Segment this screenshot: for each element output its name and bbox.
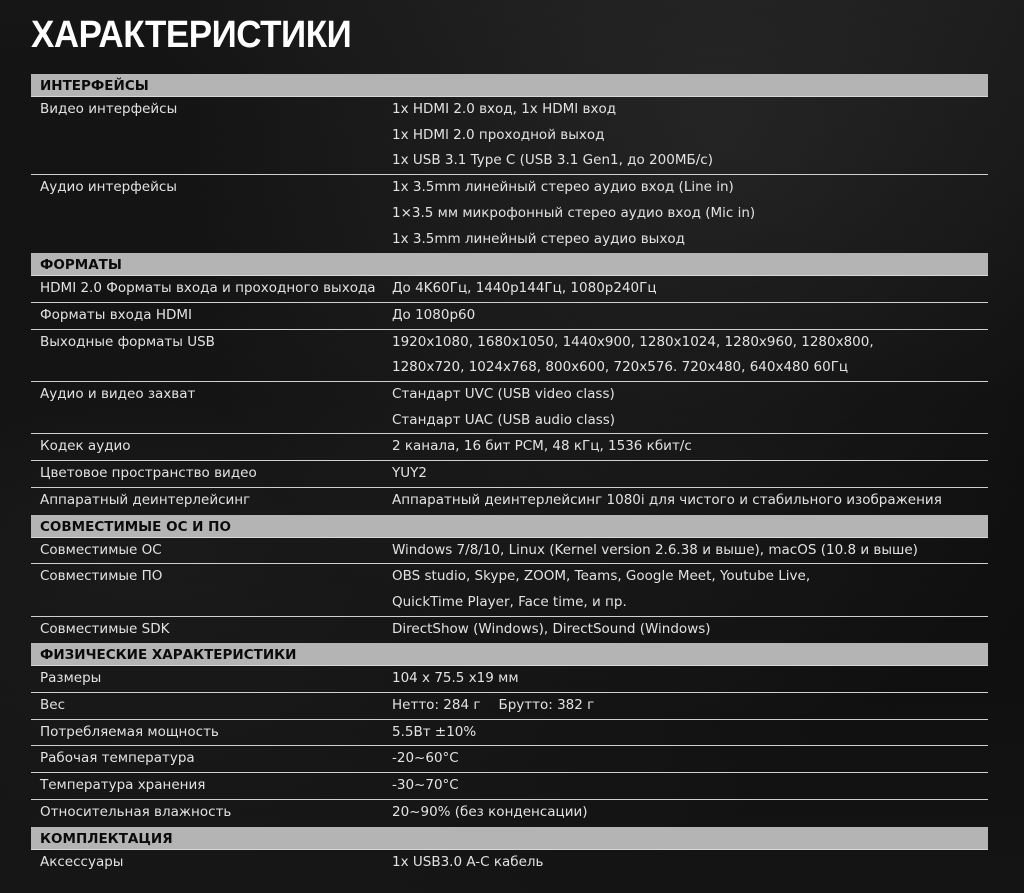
spec-row-accessories — [31, 850, 988, 876]
spec-value: 1x USB 3.1 Type C (USB 3.1 Gen1, до 200МБ/с) — [392, 152, 713, 169]
spec-value: 1280x720, 1024x768, 800x600, 720x576. 720x480, 640x480 60Гц — [392, 359, 849, 376]
spec-row-relative-humidity — [31, 800, 988, 826]
page-title: ХАРАКТЕРИСТИКИ — [31, 14, 352, 56]
spec-row-hdmi-passthrough-formats — [31, 276, 988, 303]
spec-value: DirectShow (Windows), DirectSound (Windows) — [392, 620, 711, 637]
spec-values — [383, 850, 988, 876]
spec-value: До 4K60Гц, 1440p144Гц, 1080p240Гц — [392, 280, 657, 297]
spec-row-storage-temperature — [31, 773, 988, 800]
spec-values — [383, 330, 988, 381]
spec-label: Совместимые ОС — [40, 541, 162, 558]
spec-label: Размеры — [40, 670, 102, 687]
spec-row-power-consumption — [31, 720, 988, 747]
spec-value: Стандарт UAC (USB audio class) — [392, 411, 616, 428]
spec-label: Видео интерфейсы — [40, 101, 178, 117]
spec-row-weight — [31, 693, 988, 720]
spec-value: 1x HDMI 2.0 вход, 1x HDMI вход — [392, 101, 617, 117]
spec-row-deinterlacing — [31, 488, 988, 514]
spec-row-dimensions — [31, 666, 988, 693]
section-header-physical: ФИЗИЧЕСКИЕ ХАРАКТЕРИСТИКИ — [31, 643, 988, 666]
spec-row-compatible-os — [31, 538, 988, 565]
spec-values — [383, 538, 988, 564]
section-header-interfaces: ИНТЕРФЕЙСЫ — [31, 74, 988, 97]
spec-value: -30~70°C — [392, 777, 459, 794]
spec-value: Windows 7/8/10, Linux (Kernel version 2.6.38 и выше), macOS (10.8 и выше) — [392, 541, 918, 558]
spec-value: 1x USB3.0 A-C кабель — [392, 853, 544, 870]
spec-value: 1×3.5 мм микрофонный стерео аудио вход (Mic in) — [392, 204, 756, 221]
spec-value: 1x HDMl 2.0 проходной выход — [392, 126, 605, 143]
spec-label: Форматы входа HDMI — [40, 306, 193, 323]
spec-value: 1x 3.5mm линейный стерео аудио выход — [392, 230, 685, 247]
spec-value: 1x 3.5mm линейный стерео аудио вход (Line in) — [392, 179, 734, 196]
spec-value: 104 x 75.5 x19 мм — [392, 670, 519, 687]
spec-value: 20~90% (без конденсации) — [392, 803, 588, 820]
spec-value: OBS studio, Skype, ZOOM, Teams, Google Meet, Youtube Live, — [392, 568, 811, 585]
spec-value: 2 канала, 16 бит PCM, 48 кГц, 1536 кбит/с — [392, 438, 692, 455]
spec-label: Совместимые SDK — [40, 620, 170, 637]
spec-label: Относительная влажность — [40, 803, 232, 820]
spec-row-hdmi-input-formats — [31, 303, 988, 330]
spec-label: Потребляемая мощность — [40, 723, 219, 740]
spec-value: 1920x1080, 1680x1050, 1440x900, 1280x1024, 1280x960, 1280x800, — [392, 333, 874, 350]
spec-value: 5.5Вт ±10% — [392, 723, 477, 740]
spec-row-audio-interfaces — [31, 175, 988, 252]
section-header-package: КОМПЛЕКТАЦИЯ — [31, 827, 988, 850]
spec-row-compatible-software — [31, 564, 988, 616]
gross-weight: Брутто: 382 г — [498, 697, 595, 714]
spec-value-weight — [392, 693, 988, 719]
spec-label: Температура хранения — [40, 777, 206, 794]
spec-label: Аудио и видео захват — [40, 386, 196, 403]
spec-value: QuickTime Player, Face time, и пр. — [392, 593, 627, 610]
spec-values — [383, 746, 988, 772]
net-weight: Нетто: 284 г — [392, 697, 481, 714]
spec-label: Аппаратный деинтерлейсинг — [40, 491, 251, 508]
spec-label: Выходные форматы USB — [40, 333, 215, 350]
spec-values — [383, 276, 988, 302]
spec-row-color-space — [31, 461, 988, 488]
spec-label: HDMI 2.0 Форматы входа и проходного выхода — [40, 280, 376, 297]
spec-values — [383, 303, 988, 329]
spec-label: Совместимые ПО — [40, 568, 163, 585]
specifications-table — [31, 73, 988, 875]
spec-values — [383, 97, 988, 174]
spec-label: Вес — [40, 697, 65, 714]
spec-label: Рабочая температура — [40, 750, 195, 767]
spec-values — [383, 666, 988, 692]
section-header-compatibility: СОВМЕСТИМЫЕ ОС И ПО — [31, 515, 988, 538]
spec-values — [383, 693, 988, 719]
spec-row-av-capture — [31, 382, 988, 434]
spec-label: Кодек аудио — [40, 438, 131, 455]
spec-value: До 1080р60 — [392, 306, 476, 323]
spec-row-video-interfaces — [31, 97, 988, 175]
spec-values — [383, 382, 988, 433]
spec-row-usb-output-formats — [31, 330, 988, 382]
spec-values — [383, 488, 988, 514]
spec-value: -20~60°C — [392, 750, 459, 767]
spec-values — [383, 720, 988, 746]
spec-values — [383, 434, 988, 460]
spec-values — [383, 175, 988, 252]
spec-label: Аксессуары — [40, 853, 124, 870]
spec-label: Аудио интерфейсы — [40, 179, 177, 196]
spec-values — [383, 617, 988, 643]
spec-value: Стандарт UVC (USB video class) — [392, 386, 615, 403]
spec-value: YUY2 — [392, 465, 427, 482]
spec-row-audio-codec — [31, 434, 988, 461]
section-header-formats: ФОРМАТЫ — [31, 253, 988, 276]
spec-label: Цветовое пространство видео — [40, 465, 257, 482]
spec-values — [383, 800, 988, 826]
spec-values — [383, 564, 988, 615]
spec-values — [383, 461, 988, 487]
spec-value: Аппаратный деинтерлейсинг 1080i для чистого и стабильного изображения — [392, 491, 942, 508]
spec-values — [383, 773, 988, 799]
spec-row-compatible-sdk — [31, 617, 988, 643]
spec-row-operating-temperature — [31, 746, 988, 773]
